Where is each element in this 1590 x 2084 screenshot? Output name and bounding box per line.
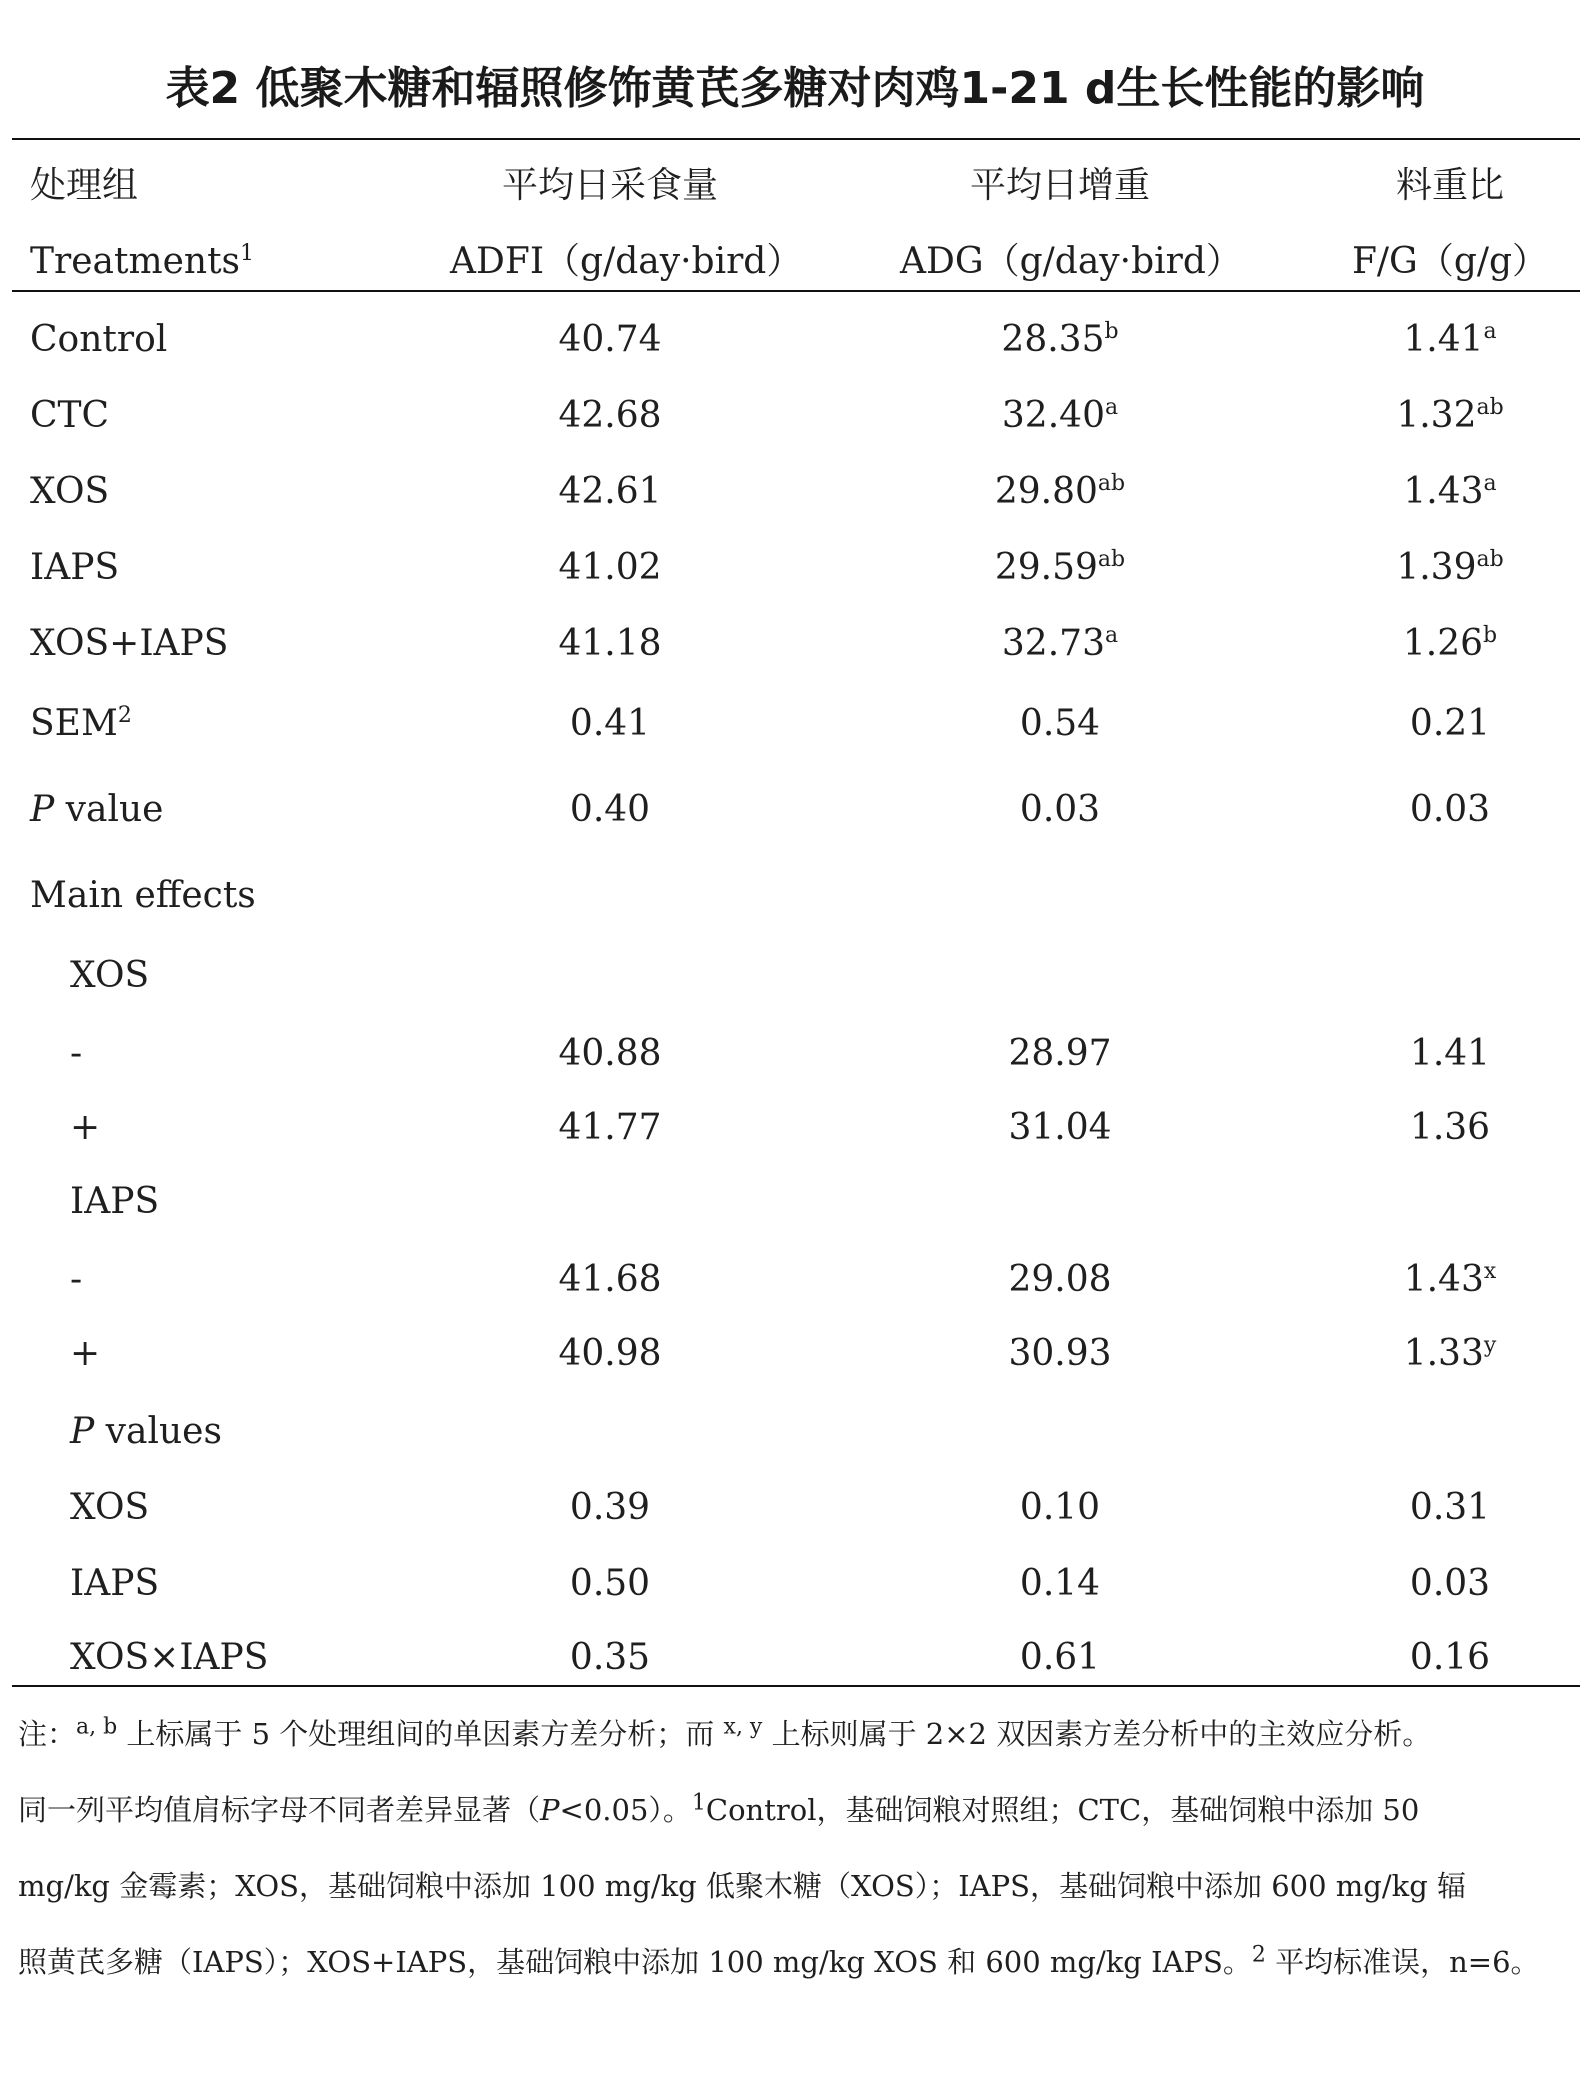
adfi-value: 40.74	[558, 319, 662, 360]
adfi-value: 42.68	[558, 395, 662, 436]
fg-number: 1.32	[1396, 395, 1477, 436]
row-label	[30, 703, 132, 744]
fg-superscript: a	[1483, 471, 1497, 496]
top-rule	[12, 138, 1580, 140]
footnote-text: 上标属于 5 个处理组间的单因素方差分析；而	[117, 1717, 724, 1751]
adg-number: 29.59	[994, 547, 1098, 588]
p-values-label	[70, 1411, 222, 1452]
adg-value	[900, 319, 1220, 360]
adg-value: 0.61	[1019, 1637, 1101, 1678]
fg-superscript: ab	[1476, 547, 1504, 572]
footnote-line	[18, 1924, 1578, 2000]
fg-value: 0.21	[1409, 703, 1491, 744]
fg-superscript: ab	[1476, 395, 1504, 420]
adg-superscript: a	[1104, 395, 1119, 420]
footnote-sup: 2	[1251, 1942, 1266, 1968]
row-label: IAPS	[70, 1563, 160, 1604]
row-sign: +	[70, 1107, 101, 1148]
fg-value	[1290, 319, 1590, 360]
adg-value: 28.97	[1008, 1033, 1112, 1074]
adfi-value: 40.88	[558, 1033, 662, 1074]
footnote-text: 照黄芪多糖（IAPS）；XOS+IAPS，基础饲粮中添加 100 mg/kg XOS 和 600 mg/kg IAPS。	[18, 1945, 1252, 1979]
header-rule	[12, 290, 1580, 292]
fg-number: 1.26	[1402, 623, 1484, 664]
adg-superscript: ab	[1097, 547, 1126, 572]
adg-value: 30.93	[1008, 1333, 1112, 1374]
row-label: XOS×IAPS	[70, 1637, 269, 1678]
header-fg-en: F/G（g/g）	[1351, 241, 1549, 282]
adg-number: 32.73	[1001, 623, 1105, 664]
fg-superscript: a	[1483, 319, 1497, 344]
adg-value: 31.04	[1008, 1107, 1112, 1148]
row-label: Control	[30, 319, 168, 360]
footnote-sup: a, b	[76, 1714, 118, 1740]
fg-superscript: y	[1483, 1333, 1497, 1358]
sem-label: SEM	[30, 703, 118, 744]
adg-value	[900, 547, 1220, 588]
adg-value	[900, 623, 1220, 664]
footnote-line	[18, 1696, 1578, 1772]
fg-value: 0.03	[1409, 789, 1491, 830]
fg-value	[1290, 623, 1590, 664]
row-sign: +	[70, 1333, 101, 1374]
footnote-p-italic: P	[540, 1793, 560, 1827]
footnote-sup: x, y	[723, 1714, 763, 1740]
adg-number: 29.80	[994, 471, 1098, 512]
table-footnote	[18, 1696, 1578, 2000]
row-sign: -	[70, 1033, 83, 1074]
footnote-text: 同一列平均值肩标字母不同者差异显著（	[18, 1793, 541, 1827]
header-treatments-cn: 处理组	[30, 165, 139, 206]
fg-number: 1.33	[1403, 1333, 1484, 1374]
fg-superscript: x	[1483, 1259, 1497, 1284]
adg-superscript: ab	[1097, 471, 1126, 496]
header-fg-cn: 料重比	[1395, 165, 1504, 206]
header-adg-cn: 平均日增重	[969, 165, 1150, 206]
adg-superscript: a	[1104, 623, 1119, 648]
adfi-value: 0.40	[569, 789, 651, 830]
iaps-group-label: IAPS	[70, 1181, 160, 1222]
fg-value: 0.03	[1409, 1563, 1491, 1604]
fg-value	[1290, 547, 1590, 588]
footnote-sup: 1	[691, 1790, 706, 1816]
footnote-text: 上标则属于 2×2 双因素方差分析中的主效应分析。	[762, 1717, 1432, 1751]
p-values-text: values	[94, 1411, 222, 1452]
footnote-text: <0.05）。	[559, 1793, 692, 1827]
header-treatments-label: Treatments	[30, 241, 241, 282]
adg-value: 0.10	[1019, 1487, 1101, 1528]
row-sign: -	[70, 1259, 83, 1300]
fg-number: 1.43	[1403, 1259, 1484, 1300]
adg-number: 32.40	[1001, 395, 1105, 436]
adg-value: 29.08	[1008, 1259, 1112, 1300]
table-title: 表2 低聚木糖和辐照修饰黄芪多糖对肉鸡1-21 d生长性能的影响	[165, 63, 1425, 114]
row-label	[30, 789, 164, 830]
adfi-value: 41.18	[558, 623, 662, 664]
adg-value	[900, 395, 1220, 436]
adg-value: 0.03	[1019, 789, 1101, 830]
footnote-text: 平均标准误，n=6。	[1265, 1945, 1540, 1979]
adfi-value: 0.35	[569, 1637, 651, 1678]
bottom-rule	[12, 1685, 1580, 1687]
adg-value: 0.54	[1019, 703, 1101, 744]
adfi-value: 40.98	[558, 1333, 662, 1374]
fg-value: 1.41	[1409, 1033, 1491, 1074]
footnote-line	[18, 1772, 1578, 1848]
adg-value	[900, 471, 1220, 512]
footnote-text: 注：	[18, 1717, 77, 1751]
header-treatments-sup: 1	[240, 241, 255, 266]
p-italic: P	[70, 1411, 95, 1452]
adg-number: 28.35	[1001, 319, 1105, 360]
row-label: XOS+IAPS	[30, 623, 229, 664]
row-label: CTC	[30, 395, 110, 436]
adg-value: 0.14	[1019, 1563, 1101, 1604]
footnote-text: Control，基础饲粮对照组；CTC，基础饲粮中添加 50	[705, 1793, 1420, 1827]
header-adfi-cn: 平均日采食量	[501, 165, 718, 206]
fg-superscript: b	[1483, 623, 1498, 648]
fg-number: 1.39	[1396, 547, 1477, 588]
adfi-value: 42.61	[558, 471, 662, 512]
fg-value: 0.31	[1409, 1487, 1491, 1528]
xos-group-label: XOS	[70, 955, 150, 996]
fg-value: 0.16	[1409, 1637, 1491, 1678]
adfi-value: 41.68	[558, 1259, 662, 1300]
fg-number: 1.41	[1403, 319, 1484, 360]
adfi-value: 0.41	[569, 703, 651, 744]
row-label: XOS	[70, 1487, 150, 1528]
footnote-line: mg/kg 金霉素；XOS，基础饲粮中添加 100 mg/kg 低聚木糖（XOS）；IAPS，基础饲粮中添加 600 mg/kg 辐	[18, 1869, 1466, 1903]
row-label: IAPS	[30, 547, 120, 588]
header-adg-en: ADG（g/day·bird）	[900, 241, 1242, 282]
fg-value	[1290, 471, 1590, 512]
adfi-value: 0.50	[569, 1563, 651, 1604]
main-effects-label: Main effects	[30, 875, 256, 916]
adfi-value: 41.02	[558, 547, 662, 588]
fg-value	[1290, 395, 1590, 436]
fg-value: 1.36	[1409, 1107, 1491, 1148]
header-adfi-en: ADFI（g/day·bird）	[450, 241, 803, 282]
fg-value	[1290, 1333, 1590, 1374]
p-value-label: value	[54, 789, 164, 830]
p-italic: P	[30, 789, 55, 830]
fg-value	[1290, 1259, 1590, 1300]
row-label: XOS	[30, 471, 110, 512]
header-treatments-en	[30, 241, 255, 282]
adfi-value: 41.77	[558, 1107, 662, 1148]
fg-number: 1.43	[1403, 471, 1484, 512]
sem-superscript: 2	[117, 703, 132, 728]
adfi-value: 0.39	[569, 1487, 651, 1528]
adg-superscript: b	[1104, 319, 1119, 344]
